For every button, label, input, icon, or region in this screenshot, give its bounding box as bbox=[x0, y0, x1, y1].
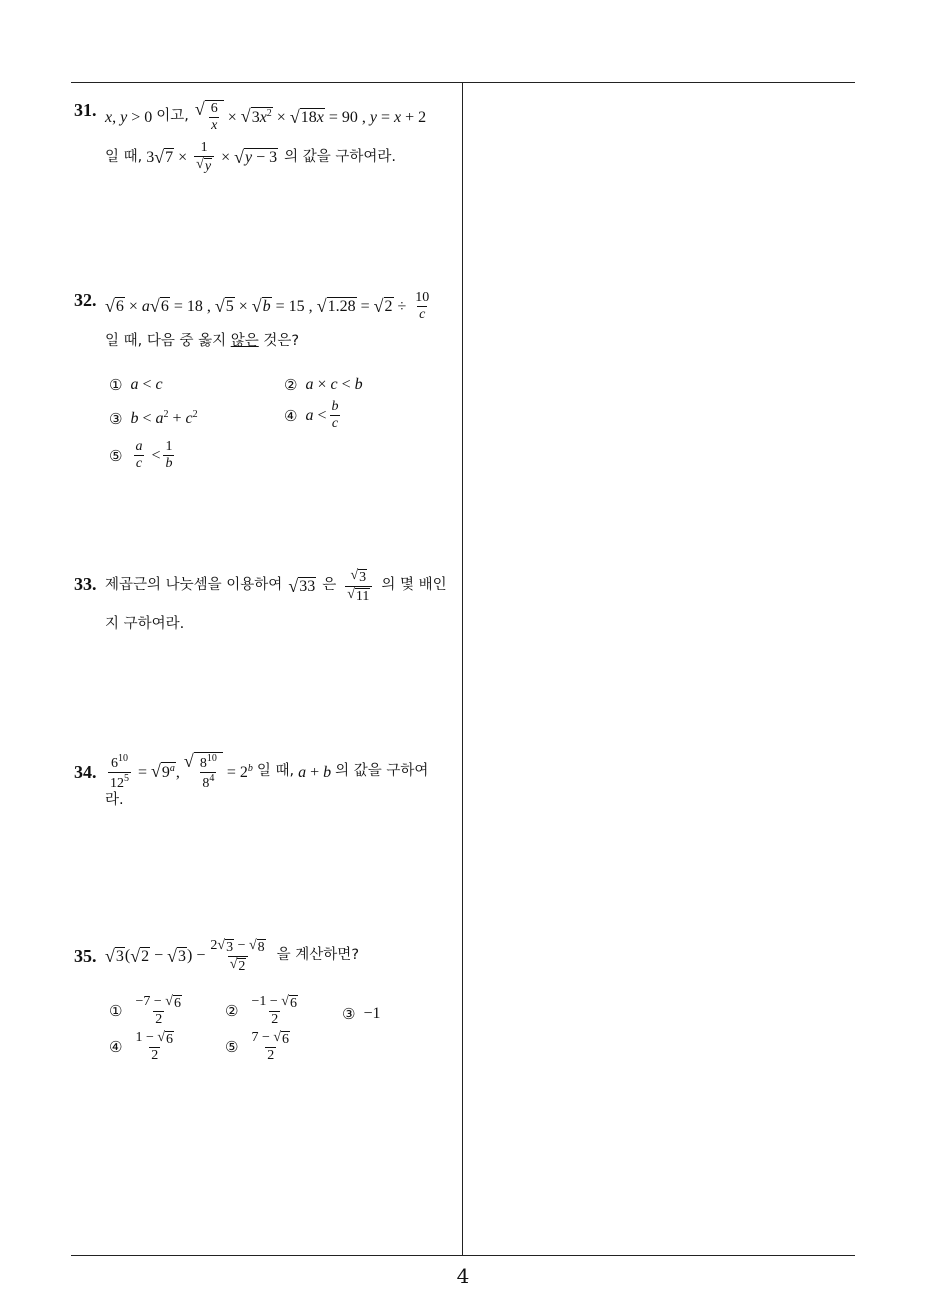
option-1[interactable]: ① −7 − √ 6 2 bbox=[109, 994, 181, 1028]
bottom-rule bbox=[71, 1255, 855, 1256]
question-number: 34. bbox=[74, 762, 97, 782]
column-divider bbox=[462, 83, 463, 1256]
question-number: 35. bbox=[74, 946, 97, 966]
question-31: 31. x , y > 0 이고, √ $\frac{6}{x}$ × √ $3x^2$ × √ 18x = 90 , y = x + 2 일 때, 3 √ 7 × 1 √ y × √ y − 3 의 값을 구하여라. bbox=[74, 99, 427, 175]
question-number: 33. bbox=[74, 574, 97, 594]
q31-text-2: 일 때, bbox=[105, 148, 143, 165]
page-number: 4 bbox=[456, 1264, 470, 1288]
question-number: 32. bbox=[74, 290, 97, 310]
question-33: 33. 제곱근의 나눗셈을 이용하여 √ 33 은 √ 3 √ 11 의 몇 배인 지 구하여라. bbox=[74, 568, 447, 633]
option-3[interactable]: ③ −1 bbox=[342, 1004, 381, 1023]
option-1[interactable]: ① a < c bbox=[109, 375, 163, 394]
q33-text-1: 제곱근의 나눗셈을 이용하여 bbox=[105, 577, 283, 594]
q35-text-1: 을 계산하면? bbox=[276, 947, 360, 964]
q33-text-3: 의 몇 배인 bbox=[381, 577, 447, 594]
question-32: 32. √ 6 × a √ 6 = 18 , √ 5 × √ b = 15 , √ 1.28 = √ 2 ÷ $\frac{10}{c}$ 일 때, 다음 중 옳지 않은 것은? ① a < c ② a × c < b ③ $b < a^2 + c^2$ ④ a < $\frac{b}{c}$ ⑤ $\frac{a}{c}$ < $\frac{1}{b}$ bbox=[74, 290, 430, 472]
question-number: 31. bbox=[74, 100, 97, 120]
option-4[interactable]: ④ 1 − √ 6 2 bbox=[109, 1030, 174, 1064]
question-35: 35. √ 3 ( √ 2 − √ 3 ) − 2 √ 3 − √ 8 √ 2 을 계산하면? ① −7 − √ 6 2 ② −1 − √ 6 2 ③ −1 ④ 1 − √ 6 2 ⑤ 7 − √ 6 2 bbox=[74, 938, 381, 1064]
question-34: 34. $\frac{6^{10}}{12^5}$ = √ 9$^a$ , √ $\frac{8^{10}}{8^4}$ = $2^b$ 일 때, a + b 의 값을 구하여 라. bbox=[74, 751, 429, 809]
q31-text-1: 이고, bbox=[156, 108, 189, 125]
q34-text-1: 일 때, bbox=[256, 763, 295, 780]
q34-text-3: 라. bbox=[105, 792, 124, 809]
q34-text-2: 의 값을 구하여 bbox=[335, 763, 429, 780]
q33-text-4: 지 구하여라. bbox=[105, 616, 185, 633]
q32-text-underlined: 않은 bbox=[230, 333, 259, 350]
option-2[interactable]: ② −1 − √ 6 2 bbox=[225, 994, 297, 1028]
option-3[interactable]: ③ $b < a^2 + c^2$ bbox=[109, 409, 198, 428]
option-4[interactable]: ④ a < $\frac{b}{c}$ bbox=[284, 399, 339, 432]
q32-text-1: 일 때, 다음 중 옳지 bbox=[105, 333, 227, 350]
option-5[interactable]: ⑤ $\frac{a}{c}$ < $\frac{1}{b}$ bbox=[109, 439, 173, 472]
option-5[interactable]: ⑤ 7 − √ 6 2 bbox=[225, 1030, 290, 1064]
top-rule bbox=[71, 82, 855, 83]
q32-text-2: 것은? bbox=[263, 333, 300, 350]
option-2[interactable]: ② a × c < b bbox=[284, 375, 363, 394]
q31-text-3: 의 값을 구하여라. bbox=[284, 148, 397, 165]
q33-text-2: 은 bbox=[322, 577, 337, 594]
